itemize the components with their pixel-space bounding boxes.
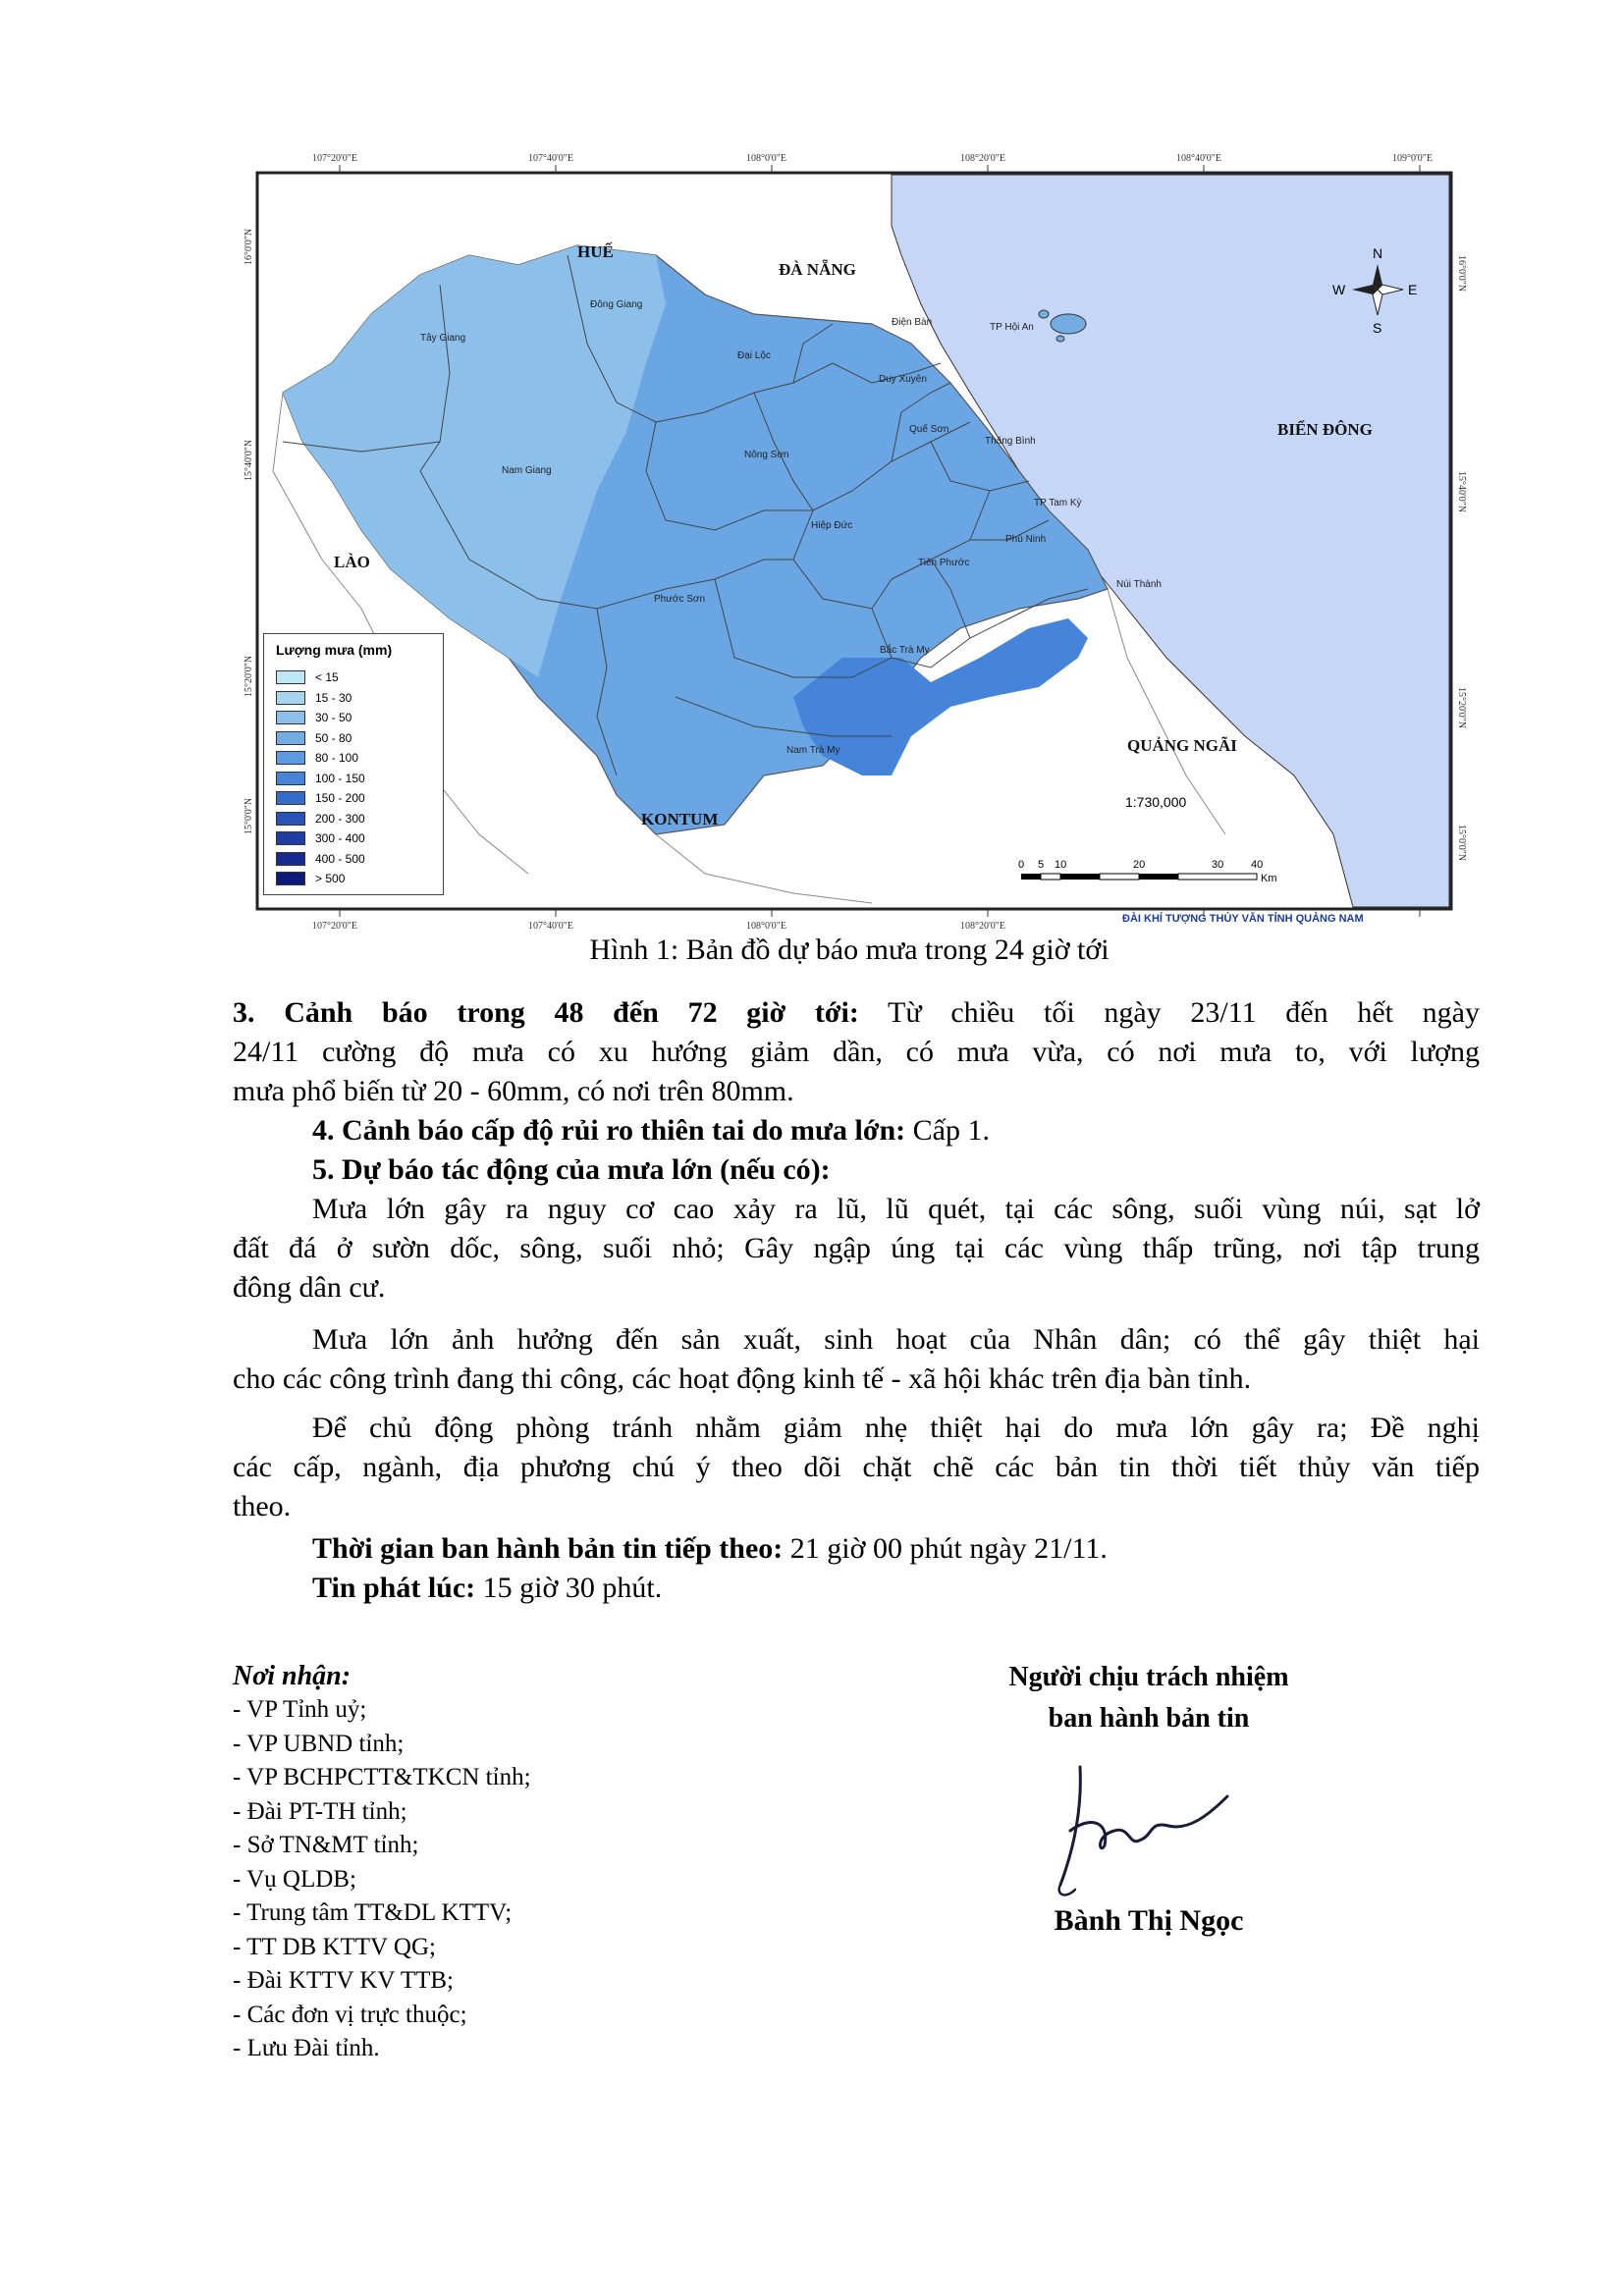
svg-text:Nông Sơn: Nông Sơn: [744, 450, 789, 460]
legend-item: [276, 871, 345, 886]
signer-name: Bành Thị Ngọc: [1054, 1904, 1244, 1937]
legend-title: Lượng mưa (mm): [276, 642, 393, 658]
svg-text:Duy Xuyên: Duy Xuyên: [879, 374, 927, 385]
scale-ratio: 1:730,000: [1125, 794, 1187, 810]
svg-text:Núi Thành: Núi Thành: [1116, 579, 1162, 590]
legend-label: 400 - 500: [315, 851, 365, 866]
svg-text:W: W: [1332, 282, 1346, 297]
section5-heading: 5. Dự báo tác động của mưa lớn (nếu có):: [312, 1153, 831, 1186]
legend-item: [276, 851, 365, 867]
legend-label: 300 - 400: [315, 831, 365, 845]
svg-text:Nam Trà My: Nam Trà My: [786, 745, 840, 756]
legend-swatch: [276, 812, 305, 826]
legend-label: < 15: [315, 670, 339, 684]
legend-label: 30 - 50: [315, 711, 352, 724]
recipient-item: - Các đơn vị trực thuộc;: [233, 2001, 467, 2028]
section4-heading: 4. Cảnh báo cấp độ rủi ro thiên tai do mưa lớn:: [312, 1114, 906, 1147]
section3-line2: 24/11 cường độ mưa có xu hướng giảm dần, có mưa vừa, có nơi mưa to, với lượng: [233, 1036, 1480, 1068]
legend-item: [276, 750, 358, 766]
section3-line1: 3. Cảnh báo trong 48 đến 72 giờ tới: Từ chiều tối ngày 23/11 đến hết ngày: [233, 996, 1480, 1029]
latitude-labels-left: [244, 229, 254, 834]
recipients-title: Nơi nhận:: [233, 1661, 352, 1691]
lat-label: 16°0'0"N: [244, 228, 254, 265]
legend-label: 15 - 30: [315, 690, 352, 705]
issued-time: [312, 1569, 662, 1608]
lat-label: 15°20'0"N: [244, 655, 254, 697]
legend-item: [276, 771, 365, 786]
svg-text:Tây Giang: Tây Giang: [420, 333, 466, 344]
lon-label: 108°20'0"E: [960, 153, 1005, 164]
svg-text:Quế Sơn: Quế Sơn: [909, 424, 949, 435]
section4: [312, 1111, 990, 1150]
legend-swatch: [276, 831, 305, 845]
figure-caption: Hình 1: Bản đồ dự báo mưa trong 24 giờ tới: [589, 934, 1110, 966]
legend-swatch: [276, 691, 305, 705]
legend-swatch: [276, 711, 305, 724]
lon-label: 107°20'0"E: [312, 921, 357, 932]
lon-label: 107°40'0"E: [528, 921, 573, 932]
svg-text:Thăng Bình: Thăng Bình: [985, 436, 1036, 447]
legend-item: [276, 730, 352, 746]
svg-text:Tiên Phước: Tiên Phước: [918, 558, 970, 568]
svg-text:S: S: [1373, 320, 1382, 336]
region-label-kontum: KONTUM: [641, 810, 719, 828]
svg-text:30: 30: [1212, 859, 1224, 871]
recipient-item: - Sở TN&MT tỉnh;: [233, 1832, 419, 1858]
section5-p1-line2: đất đá ở sườn dốc, sông, suối nhỏ; Gây ngập úng tại các vùng thấp trũng, nơi tập trung: [233, 1232, 1480, 1264]
region-label-bien-dong: BIỂN ĐÔNG: [1277, 420, 1373, 439]
recipient-item: - VP UBND tỉnh;: [233, 1730, 405, 1757]
lon-label: 108°40'0"E: [1176, 153, 1221, 164]
legend-swatch: [276, 731, 305, 745]
legend-swatch: [276, 872, 305, 885]
handwritten-signature: [1021, 1737, 1276, 1904]
signature-title: Người chịu trách nhiệm ban hành bản tin: [1008, 1662, 1289, 1734]
lat-label: 15°20'0"N: [1456, 687, 1467, 729]
section5-p3-line1: Để chủ động phòng tránh nhằm giảm nhẹ thiệt hại do mưa lớn gây ra; Đề nghị: [312, 1412, 1480, 1444]
region-label-da-nang: ĐÀ NẴNG: [779, 260, 856, 279]
svg-text:Hiệp Đức: Hiệp Đức: [811, 520, 853, 531]
longitude-labels-top: [312, 153, 1433, 164]
svg-text:Phú Ninh: Phú Ninh: [1005, 534, 1047, 545]
next-issue: [312, 1529, 1108, 1569]
svg-text:20: 20: [1133, 859, 1146, 871]
legend-label: 100 - 150: [315, 771, 365, 785]
recipient-item: - Đài PT-TH tỉnh;: [233, 1797, 407, 1825]
svg-text:10: 10: [1055, 859, 1067, 871]
legend-label: 50 - 80: [315, 730, 352, 745]
svg-text:5: 5: [1038, 859, 1045, 871]
svg-text:Điện Bàn: Điện Bàn: [892, 317, 933, 328]
legend-item: [276, 669, 339, 685]
legend-item: [276, 830, 365, 846]
next-issue-value: 21 giờ 00 phút ngày 21/11.: [789, 1532, 1108, 1565]
legend-item: [276, 811, 365, 827]
svg-text:N: N: [1373, 245, 1383, 261]
section5-p2-line2: cho các công trình đang thi công, các hoạt động kinh tế - xã hội khác trên địa bàn tỉnh.: [233, 1362, 1252, 1395]
legend-swatch: [276, 751, 305, 765]
region-label-quang-ngai: QUẢNG NGÃI: [1127, 736, 1237, 755]
svg-text:Bắc Trà My: Bắc Trà My: [880, 645, 930, 656]
section5-p3-line3: theo.: [233, 1490, 292, 1522]
lon-label: 107°20'0"E: [312, 153, 357, 164]
rainfall-legend: [263, 633, 444, 895]
lat-label: 15°0'0"N: [1456, 825, 1467, 862]
section3-line3: mưa phổ biến từ 20 - 60mm, có nơi trên 80mm.: [233, 1075, 794, 1107]
legend-swatch: [276, 852, 305, 866]
legend-item: [276, 790, 365, 806]
legend-label: 200 - 300: [315, 811, 365, 826]
legend-swatch: [276, 772, 305, 785]
lat-label: 16°0'0"N: [1456, 255, 1467, 293]
lat-label: 15°0'0"N: [244, 797, 254, 834]
svg-text:Nam Giang: Nam Giang: [502, 465, 552, 476]
lon-label: 108°0'0"E: [746, 153, 786, 164]
latitude-labels-right: [1456, 255, 1467, 861]
next-issue-label: Thời gian ban hành bản tin tiếp theo:: [312, 1532, 784, 1565]
section5-p3-line2: các cấp, ngành, địa phương chú ý theo dõi chặt chẽ các bản tin thời tiết thủy văn tiếp: [233, 1451, 1480, 1483]
risk-level: Cấp 1.: [912, 1114, 990, 1147]
legend-label: > 500: [315, 872, 346, 885]
legend-item: [276, 710, 352, 725]
region-label-lao: LÀO: [334, 553, 370, 571]
svg-text:E: E: [1408, 282, 1418, 297]
region-label-hue: HUẾ: [577, 242, 614, 261]
lon-label: 109°0'0"E: [1392, 153, 1433, 164]
recipient-item: - Lưu Đài tỉnh.: [233, 2035, 380, 2061]
legend-label: 150 - 200: [315, 791, 365, 805]
lat-label: 15°40'0"N: [1456, 471, 1467, 513]
island: [1039, 310, 1049, 318]
lon-label: 108°0'0"E: [746, 921, 786, 932]
svg-text:Đại Lộc: Đại Lộc: [737, 350, 771, 361]
issued-label: Tin phát lúc:: [312, 1572, 476, 1604]
island: [1056, 336, 1064, 342]
section3-heading: 3. Cảnh báo trong 48 đến 72 giờ tới:: [233, 996, 859, 1029]
recipient-item: - Vụ QLDB;: [233, 1865, 356, 1893]
svg-text:Km: Km: [1261, 873, 1277, 884]
issued-value: 15 giờ 30 phút.: [482, 1572, 663, 1604]
island: [1051, 314, 1086, 334]
recipient-item: - TT DB KTTV QG;: [233, 1933, 436, 1960]
legend-item: [276, 690, 352, 706]
lon-label: 108°20'0"E: [960, 921, 1005, 932]
recipient-item: - Đài KTTV KV TTB;: [233, 1967, 454, 1994]
legend-swatch: [276, 791, 305, 805]
section5-p2-line1: Mưa lớn ảnh hưởng đến sản xuất, sinh hoạt của Nhân dân; có thể gây thiệt hại: [312, 1323, 1480, 1356]
svg-text:TP Hội An: TP Hội An: [990, 322, 1034, 333]
svg-text:40: 40: [1251, 859, 1264, 871]
recipient-item: - VP Tỉnh uỷ;: [233, 1696, 367, 1723]
lat-label: 15°40'0"N: [244, 439, 254, 481]
svg-text:0: 0: [1018, 859, 1025, 871]
map-credit: ĐÀI KHÍ TƯỢNG THỦY VĂN TỈNH QUẢNG NAM: [1122, 913, 1364, 925]
recipient-item: - Trung tâm TT&DL KTTV;: [233, 1899, 513, 1926]
svg-text:Phước Sơn: Phước Sơn: [654, 594, 706, 605]
lon-label: 107°40'0"E: [528, 153, 573, 164]
recipient-item: - VP BCHPCTT&TKCN tỉnh;: [233, 1764, 531, 1790]
section5-p1-line3: đông dân cư.: [233, 1271, 386, 1304]
section5-p1-line1: Mưa lớn gây ra nguy cơ cao xảy ra lũ, lũ quét, tại các sông, suối vùng núi, sạt lở: [312, 1193, 1480, 1225]
legend-swatch: [276, 670, 305, 684]
svg-text:Đông Giang: Đông Giang: [590, 299, 643, 310]
rainfall-forecast-map: [244, 147, 1467, 933]
legend-label: 80 - 100: [315, 751, 359, 765]
svg-text:TP Tam Kỳ: TP Tam Kỳ: [1034, 498, 1082, 508]
